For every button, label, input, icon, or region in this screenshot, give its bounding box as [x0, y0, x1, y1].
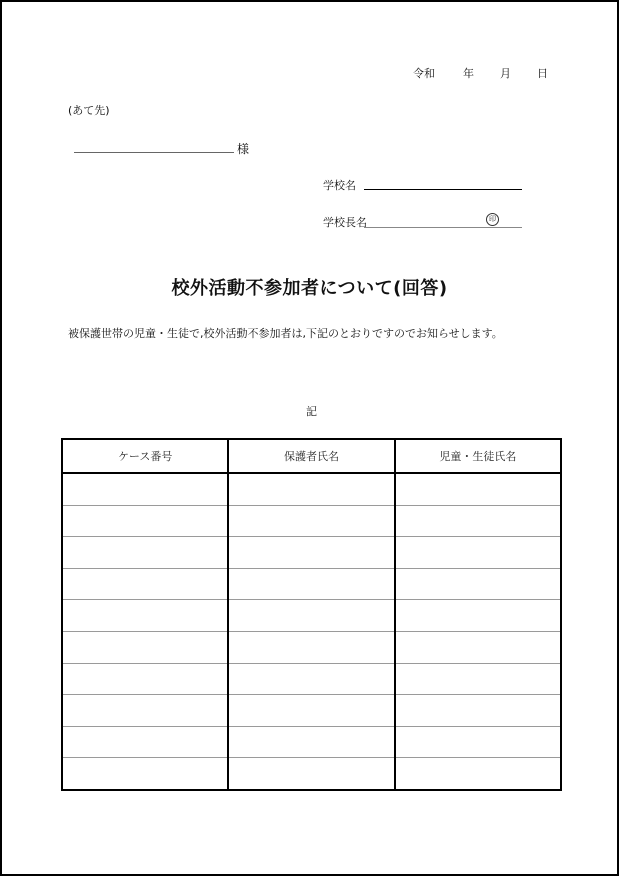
student-name-cell[interactable]: [395, 726, 561, 758]
case-number-cell[interactable]: [62, 726, 228, 758]
school-name-line: [364, 189, 522, 190]
case-number-cell[interactable]: [62, 537, 228, 569]
student-name-cell[interactable]: [395, 473, 561, 505]
guardian-name-cell[interactable]: [228, 663, 394, 695]
table-row: [62, 600, 561, 632]
guardian-name-cell[interactable]: [228, 505, 394, 537]
table-row: [62, 505, 561, 537]
student-name-cell[interactable]: [395, 537, 561, 569]
header-case-number: ケース番号: [62, 439, 228, 473]
ki-label: 記: [306, 405, 317, 418]
guardian-name-cell[interactable]: [228, 631, 394, 663]
addressee-suffix: 様: [237, 142, 250, 156]
date-year: 年: [463, 67, 474, 80]
guardian-name-cell[interactable]: [228, 537, 394, 569]
case-number-cell[interactable]: [62, 758, 228, 790]
case-number-cell[interactable]: [62, 568, 228, 600]
absentee-table: [61, 438, 562, 791]
principal-name-line: [364, 227, 522, 228]
guardian-name-cell[interactable]: [228, 726, 394, 758]
guardian-name-cell[interactable]: [228, 695, 394, 727]
document-title: 校外活動不参加者について(回答): [171, 278, 448, 299]
date-month: 月: [500, 67, 511, 80]
table-row: [62, 568, 561, 600]
table-row: [62, 695, 561, 727]
guardian-name-cell[interactable]: [228, 600, 394, 632]
student-name-cell[interactable]: [395, 631, 561, 663]
guardian-name-cell[interactable]: [228, 758, 394, 790]
student-name-cell[interactable]: [395, 695, 561, 727]
header-student-name: 児童・生徒氏名: [395, 439, 561, 473]
case-number-cell[interactable]: [62, 695, 228, 727]
table-row: [62, 473, 561, 505]
student-name-cell[interactable]: [395, 663, 561, 695]
date-era: 令和: [413, 67, 435, 80]
seal-mark: 印: [486, 213, 499, 226]
guardian-name-cell[interactable]: [228, 568, 394, 600]
table-header-row: [62, 439, 561, 473]
guardian-name-cell[interactable]: [228, 473, 394, 505]
case-number-cell[interactable]: [62, 505, 228, 537]
case-number-cell[interactable]: [62, 631, 228, 663]
document-body: 被保護世帯の児童・生徒で,校外活動不参加者は,下記のとおりですのでお知らせします。: [68, 327, 503, 340]
student-name-cell[interactable]: [395, 600, 561, 632]
header-guardian-name: 保護者氏名: [228, 439, 394, 473]
case-number-cell[interactable]: [62, 473, 228, 505]
date-day: 日: [537, 67, 548, 80]
principal-name-label: 学校長名: [323, 216, 367, 229]
case-number-cell[interactable]: [62, 600, 228, 632]
addressee-name-line: [74, 152, 234, 153]
table-row: [62, 537, 561, 569]
student-name-cell[interactable]: [395, 758, 561, 790]
table-body: [62, 473, 561, 790]
table-row: [62, 758, 561, 790]
case-number-cell[interactable]: [62, 663, 228, 695]
table-row: [62, 726, 561, 758]
addressee-label: (あて先): [68, 104, 110, 117]
table-row: [62, 631, 561, 663]
student-name-cell[interactable]: [395, 505, 561, 537]
school-name-label: 学校名: [323, 179, 356, 192]
student-name-cell[interactable]: [395, 568, 561, 600]
table-row: [62, 663, 561, 695]
